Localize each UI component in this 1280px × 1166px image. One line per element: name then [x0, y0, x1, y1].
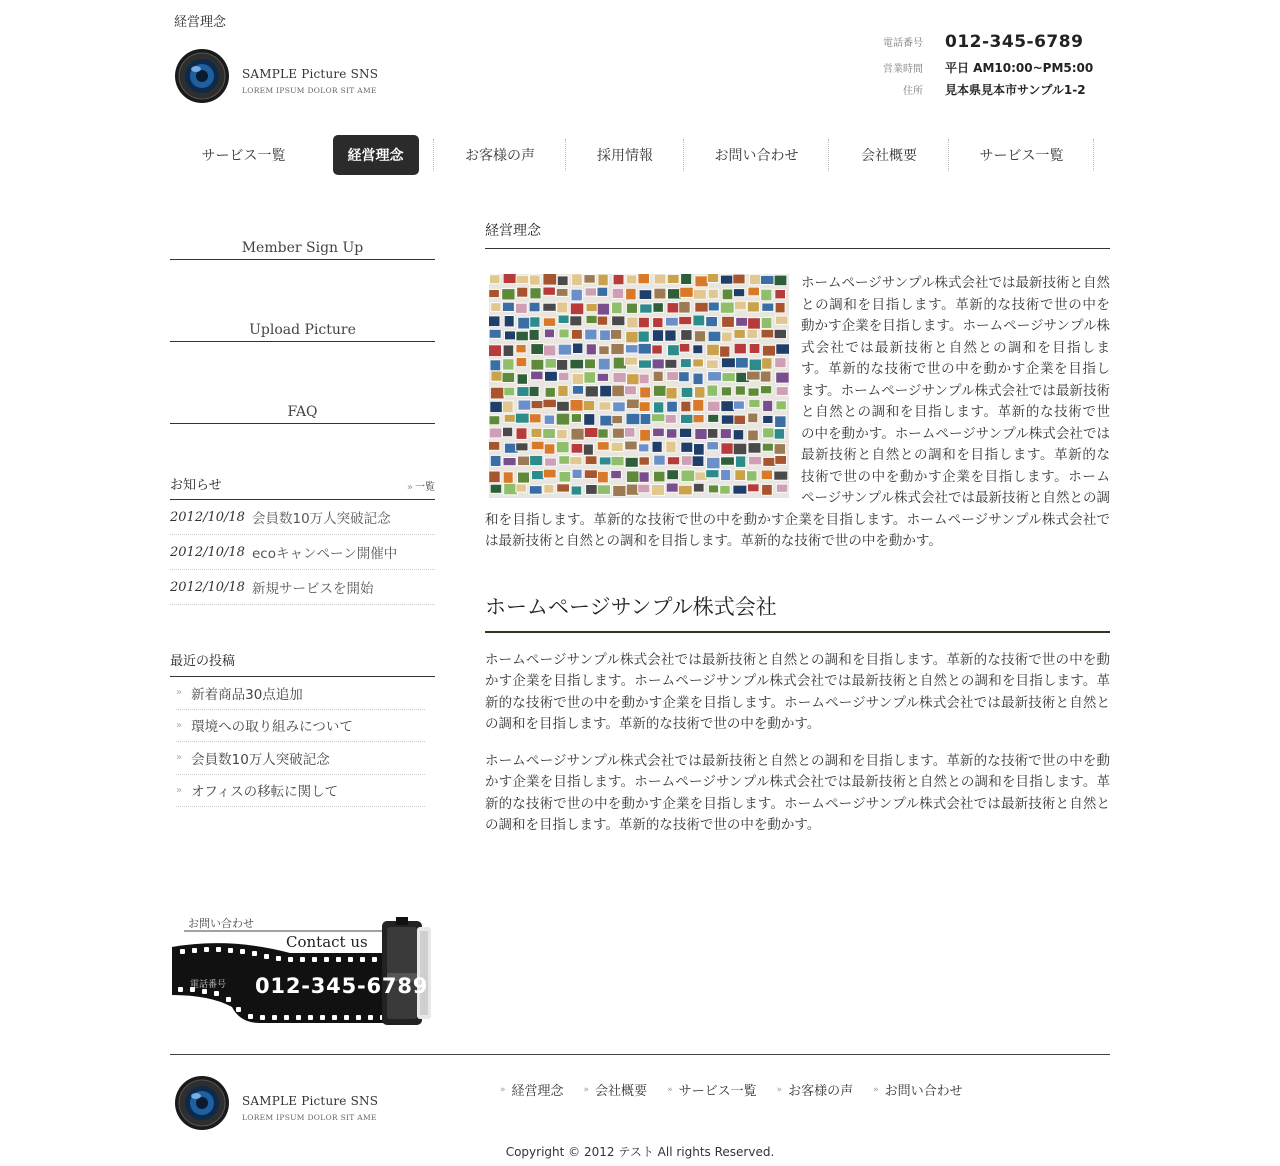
double-chevron-right-icon: »	[176, 752, 183, 764]
nav-item-company[interactable]	[829, 135, 949, 175]
photo-collage-image	[489, 274, 789, 498]
page-heading: 経営理念	[485, 220, 1110, 249]
sidebar-link-upload[interactable]: Upload Picture	[170, 312, 435, 342]
footer-link[interactable]: » お客様の声	[776, 1084, 854, 1099]
recent-post-label: 環境への取り組みについて	[191, 719, 353, 736]
recent-post-label: オフィスの移転に関して	[191, 784, 339, 801]
recent-post-item[interactable]	[176, 742, 425, 775]
news-title: お知らせ	[170, 478, 222, 493]
nav-item-contact[interactable]	[684, 135, 829, 175]
sidebar-link-signup[interactable]: Member Sign Up	[170, 230, 435, 260]
film-roll-icon	[170, 915, 435, 1027]
nav-item-services-2[interactable]	[949, 135, 1094, 175]
recent-post-item[interactable]	[176, 710, 425, 743]
footer-site-name: SAMPLE Picture SNS	[242, 1094, 379, 1108]
site-subtitle: LOREM IPSUM DOLOR SIT AME	[242, 86, 377, 95]
nav-item-testimonials[interactable]	[434, 135, 566, 175]
body-paragraph: ホームページサンプル株式会社では最新技術と自然との調和を目指します。革新的な技術で世の中を動かす企業を目指します。ホームページサンプル株式会社では最新技術と自然との調和を目指します。革新的な技術で世の中を動かす企業を目指します。ホームページサンプル株式会社では最新技術と自然との調和を目指します。革新的な技術で世の中を動かす。	[485, 651, 1110, 732]
nav-item-recruit[interactable]	[566, 135, 684, 175]
banner-tel: 012-345-6789	[255, 974, 429, 998]
double-chevron-right-icon: »	[667, 1084, 673, 1095]
news-more-link[interactable]: » 一覧	[406, 482, 435, 493]
double-chevron-right-icon: »	[176, 784, 183, 796]
sidebar	[170, 230, 435, 807]
double-chevron-right-icon: »	[583, 1084, 590, 1095]
business-hours: 平日 AM10:00~PM5:00	[945, 61, 1094, 75]
sidebar-link-faq[interactable]: FAQ	[170, 394, 435, 424]
recent-post-label: 新着商品30点追加	[191, 686, 303, 703]
footer-link[interactable]: » サービス一覧	[667, 1084, 757, 1099]
recent-post-item[interactable]	[176, 775, 425, 808]
site-name: SAMPLE Picture SNS	[242, 67, 379, 81]
news-link[interactable]: 新規サービスを開始	[252, 581, 374, 597]
banner-label: お問い合わせ	[188, 917, 254, 930]
news-header	[170, 472, 435, 500]
site-logo-text[interactable]	[242, 67, 378, 95]
camera-lens-icon[interactable]	[174, 1075, 230, 1131]
footer-site-subtitle: LOREM IPSUM DOLOR SIT AME	[242, 1113, 377, 1122]
nav-label: 会社概要	[861, 148, 917, 164]
double-chevron-right-icon: »	[176, 719, 183, 731]
nav-label: 経営理念	[333, 135, 419, 175]
recent-post-label: 会員数10万人突破記念	[191, 751, 330, 768]
main-content	[485, 220, 1110, 837]
intro-section	[485, 273, 1110, 553]
phone-number: 012-345-6789	[945, 31, 1084, 52]
double-chevron-right-icon: »	[500, 1084, 506, 1095]
double-chevron-right-icon: »	[776, 1084, 783, 1095]
footer-link[interactable]: » 経営理念	[500, 1084, 564, 1099]
nav-label: サービス一覧	[979, 148, 1064, 164]
camera-lens-icon[interactable]	[174, 48, 230, 104]
news-link[interactable]: ecoキャンペーン開催中	[252, 546, 398, 562]
recent-post-item[interactable]	[176, 677, 425, 710]
body-paragraph: ホームページサンプル株式会社では最新技術と自然との調和を目指します。革新的な技術で世の中を動かす企業を目指します。ホームページサンプル株式会社では最新技術と自然との調和を目指します。革新的な技術で世の中を動かす企業を目指します。ホームページサンプル株式会社では最新技術と自然との調和を目指します。革新的な技術で世の中を動かす。	[485, 752, 1110, 833]
nav-label: お問い合わせ	[714, 148, 799, 164]
recent-posts-title: 最近の投稿	[170, 649, 435, 677]
news-date: 2012/10/18	[170, 579, 245, 595]
footer-logo-text[interactable]	[242, 1094, 378, 1122]
hours-label: 営業時間	[883, 64, 923, 75]
contact-banner[interactable]	[170, 915, 435, 1027]
copyright: Copyright © 2012 テスト All rights Reserved.	[505, 1145, 775, 1159]
banner-tel-label: 電話番号	[190, 980, 227, 990]
news-item	[170, 500, 435, 535]
footer-divider	[170, 1054, 1110, 1055]
double-chevron-right-icon: »	[873, 1084, 879, 1095]
header-contact	[870, 30, 1110, 101]
nav-label: お客様の声	[465, 148, 535, 164]
footer-link[interactable]: » お問い合わせ	[873, 1084, 963, 1099]
nav-label: 採用情報	[597, 148, 653, 164]
double-chevron-right-icon: »	[406, 482, 413, 493]
intro-text: ホームページサンプル株式会社では最新技術と自然との調和を目指します。革新的な技術で世の中を動かす企業を目指します。ホームページサンプル株式会社では最新技術と自然との調和を目指します。革新的な技術で世の中を動かす企業を目指します。ホームページサンプル株式会社では最新技術と自然との調和を目指します。革新的な技術で世の中を動かす。ホームページサンプル株式会社では最新技術と自然との調和を目指します。革新的な技術で世の中を動かす企業を目指します。ホームページサンプル株式会社では最新技術と自然との調和を目指します。革新的な技術で世の中を動かす企業を目指します。ホームページサンプル株式会社では最新技術と自然との調和を目指します。革新的な技術で世の中を動かす。	[485, 275, 1111, 549]
page	[170, 0, 1110, 1166]
nav-item-services[interactable]	[170, 135, 317, 175]
news-item	[170, 570, 435, 605]
company-heading: ホームページサンプル株式会社	[485, 591, 1110, 633]
news-date: 2012/10/18	[170, 509, 245, 525]
phone-label: 電話番号	[883, 38, 923, 49]
news-date: 2012/10/18	[170, 544, 245, 560]
address: 見本県見本市サンプル1-2	[945, 83, 1086, 97]
nav-item-philosophy[interactable]	[317, 135, 434, 175]
double-chevron-right-icon: »	[176, 687, 183, 699]
news-item	[170, 535, 435, 570]
header-tagline: 経営理念	[174, 15, 227, 30]
news-link[interactable]: 会員数10万人突破記念	[252, 511, 391, 527]
footer-link[interactable]: » 会社概要	[583, 1084, 648, 1099]
address-label: 住所	[903, 86, 923, 97]
footer-nav	[500, 1080, 983, 1099]
main-nav	[170, 135, 1110, 175]
banner-title: Contact us	[286, 933, 368, 951]
nav-label: サービス一覧	[201, 148, 286, 164]
